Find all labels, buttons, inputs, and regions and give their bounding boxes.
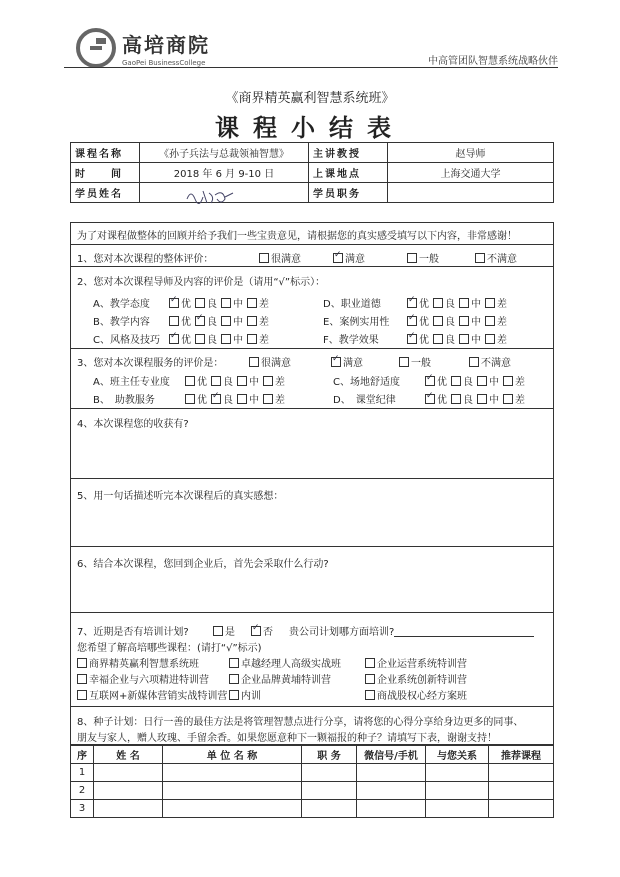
checkbox-icon[interactable] — [229, 674, 239, 684]
q3-row-label: A、班主任专业度 — [93, 377, 170, 388]
grade-option[interactable]: 中 — [459, 331, 481, 346]
checkbox-icon[interactable] — [263, 394, 273, 404]
q8-line2: 朋友与家人，赠人玫瑰、手留余香。如果您愿意种下一颗福报的种子？请填写下表，谢谢支持！ — [77, 733, 497, 744]
q3-row-label: B、 助教服务 — [93, 395, 155, 406]
tagline: 中高管团队智慧系统战略伙伴 — [428, 56, 558, 67]
q5-section — [71, 479, 553, 547]
checkbox-icon[interactable] — [459, 316, 469, 326]
checkbox-icon[interactable] — [247, 316, 257, 326]
intro-section — [71, 223, 553, 245]
q2-row-label: A、教学态度 — [93, 299, 150, 310]
grade-option[interactable]: 中 — [237, 391, 259, 406]
cell[interactable] — [489, 764, 554, 782]
checked-box-icon[interactable] — [407, 298, 417, 308]
grade-option[interactable]: 中 — [477, 391, 499, 406]
grade-option[interactable]: 良 — [433, 313, 455, 328]
course-value: 《孙子兵法与总裁领袖智慧》 — [140, 143, 309, 163]
cell[interactable] — [426, 800, 489, 818]
q7-section — [71, 613, 553, 707]
checkbox-icon[interactable] — [229, 658, 239, 668]
grade-option[interactable]: 差 — [263, 391, 285, 406]
q3-option-4[interactable]: 不满意 — [469, 354, 511, 369]
teacher-label: 主讲教授 — [309, 143, 388, 163]
checked-box-icon[interactable] — [169, 334, 179, 344]
checkbox-icon[interactable] — [407, 253, 417, 263]
checkbox-icon[interactable] — [365, 674, 375, 684]
position-value[interactable] — [388, 183, 554, 203]
checkbox-icon[interactable] — [365, 690, 375, 700]
name-label: 学员姓名 — [71, 183, 140, 203]
course-option[interactable]: 幸福企业与六项精进特训营 — [77, 671, 209, 686]
checkbox-icon[interactable] — [485, 316, 495, 326]
checkbox-icon[interactable] — [77, 674, 87, 684]
checkbox-icon[interactable] — [77, 658, 87, 668]
grade-option[interactable]: 差 — [485, 313, 507, 328]
q7-no[interactable]: ✓ 否 — [251, 623, 273, 638]
time-value: 2018 年 6 月 9-10 日 — [140, 163, 309, 183]
q2-row-label: C、风格及技巧 — [93, 335, 160, 346]
checkbox-icon[interactable] — [451, 376, 461, 386]
course-option[interactable]: 企业系统创新特训营 — [365, 671, 467, 686]
q3-option-3[interactable]: 一般 — [399, 354, 431, 369]
grade-option[interactable]: 优 — [185, 391, 207, 406]
checkbox-icon[interactable] — [503, 394, 513, 404]
checkbox-icon[interactable] — [263, 376, 273, 386]
grade-option[interactable]: 良 — [451, 391, 473, 406]
col-header: 与您关系 — [426, 746, 489, 764]
q8-section — [71, 707, 553, 746]
grade-option[interactable]: 差 — [247, 313, 269, 328]
q8-line1: 8、种子计划：日行一善的最佳方法是将管理智慧点进行分享，请将您的心得分享给身边更多的同事、 — [77, 717, 524, 728]
place-value: 上海交通大学 — [388, 163, 554, 183]
grade-option[interactable]: ✓ 良 — [211, 391, 233, 406]
q7-yes[interactable]: 是 — [213, 623, 235, 638]
checked-box-icon[interactable] — [425, 394, 435, 404]
checked-box-icon[interactable] — [333, 253, 343, 263]
course-option[interactable]: 卓越经理人高级实战班 — [229, 655, 341, 670]
checked-box-icon[interactable] — [331, 357, 341, 367]
checkbox-icon[interactable] — [433, 334, 443, 344]
q3-row-label: C、场地舒适度 — [333, 377, 400, 388]
cell[interactable] — [357, 800, 426, 818]
row-number: 2 — [71, 782, 94, 800]
course-option[interactable]: 商界精英赢利智慧系统班 — [77, 655, 199, 670]
grade-option[interactable]: 中 — [477, 373, 499, 388]
q4-text: 4、本次课程您的收获有? — [77, 419, 189, 430]
grade-option[interactable]: 良 — [433, 331, 455, 346]
col-header: 序 — [71, 746, 94, 764]
grade-option[interactable]: ✓ 优 — [407, 313, 429, 328]
grade-option[interactable]: 良 — [433, 295, 455, 310]
q3-text: 3、您对本次课程服务的评价是： — [77, 358, 224, 369]
checked-box-icon[interactable] — [407, 334, 417, 344]
checkbox-icon[interactable] — [259, 253, 269, 263]
cell[interactable] — [163, 800, 302, 818]
row-number: 1 — [71, 764, 94, 782]
grade-option[interactable]: 良 — [211, 373, 233, 388]
checked-box-icon[interactable] — [425, 376, 435, 386]
col-header: 推荐课程 — [489, 746, 554, 764]
checkbox-icon[interactable] — [249, 357, 259, 367]
checkbox-icon[interactable] — [247, 334, 257, 344]
course-option[interactable]: 企业品牌黄埔特训营 — [229, 671, 331, 686]
table-row — [71, 782, 554, 800]
cell[interactable] — [357, 764, 426, 782]
checkbox-icon[interactable] — [503, 376, 513, 386]
cell[interactable] — [163, 782, 302, 800]
table-header-row — [71, 746, 554, 764]
checkbox-icon[interactable] — [185, 394, 195, 404]
course-label: 课程名称 — [71, 143, 140, 163]
checkbox-icon[interactable] — [433, 316, 443, 326]
checked-box-icon[interactable] — [169, 298, 179, 308]
q2-row-label: E、案例实用性 — [323, 317, 390, 328]
cell[interactable] — [426, 782, 489, 800]
checkbox-icon[interactable] — [433, 298, 443, 308]
checkbox-icon[interactable] — [221, 334, 231, 344]
grade-option[interactable]: 差 — [485, 331, 507, 346]
checked-box-icon[interactable] — [195, 316, 205, 326]
time-label: 时 间 — [71, 163, 140, 183]
cell[interactable] — [94, 764, 163, 782]
plan-input-line[interactable] — [394, 626, 534, 637]
page-title: 课程小结表 — [215, 114, 405, 142]
grade-option[interactable]: 差 — [503, 391, 525, 406]
q2-row-label: B、教学内容 — [93, 317, 150, 328]
checkbox-icon[interactable] — [221, 316, 231, 326]
checkbox-icon[interactable] — [77, 690, 87, 700]
checkbox-icon[interactable] — [237, 394, 247, 404]
grade-option[interactable]: ✓ 优 — [407, 295, 429, 310]
grade-option[interactable]: 差 — [485, 295, 507, 310]
cell[interactable] — [489, 800, 554, 818]
col-header: 微信号/手机 — [357, 746, 426, 764]
cell[interactable] — [94, 800, 163, 818]
grade-option[interactable]: ✓ 优 — [407, 331, 429, 346]
checkbox-icon[interactable] — [477, 376, 487, 386]
row-number: 3 — [71, 800, 94, 818]
grade-option[interactable]: 差 — [503, 373, 525, 388]
intro-text: 为了对课程做整体的回顾并给予我们一些宝贵意见，请根据您的真实感受填写以下内容，非常感谢！ — [77, 231, 517, 242]
grade-option[interactable]: 中 — [221, 313, 243, 328]
q2-row-label: F、教学效果 — [323, 335, 379, 346]
q6-text: 6、结合本次课程，您回到企业后，首先会采取什么行动? — [77, 559, 329, 570]
q1-option-3[interactable]: 一般 — [407, 250, 439, 265]
q3-row-label: D、 课堂纪律 — [333, 395, 396, 406]
grade-option[interactable]: 良 — [451, 373, 473, 388]
grade-option[interactable]: 优 — [185, 373, 207, 388]
checkbox-icon[interactable] — [229, 690, 239, 700]
checkbox-icon[interactable] — [399, 357, 409, 367]
checkbox-icon[interactable] — [221, 298, 231, 308]
checked-box-icon[interactable] — [251, 626, 261, 636]
survey-form — [70, 222, 554, 745]
q3-section — [71, 349, 553, 409]
checkbox-icon[interactable] — [451, 394, 461, 404]
course-option[interactable]: 内训 — [229, 687, 261, 702]
cell[interactable] — [302, 764, 357, 782]
q3-option-2[interactable]: ✓ 满意 — [331, 354, 363, 369]
cell[interactable] — [489, 782, 554, 800]
grade-option[interactable]: ✓ 良 — [195, 313, 217, 328]
grade-option[interactable]: 差 — [247, 331, 269, 346]
checkbox-icon[interactable] — [485, 334, 495, 344]
course-option[interactable]: 互联网+新媒体营销实战特训营 — [77, 687, 227, 702]
q7-text: 7、近期是否有培训计划? — [77, 627, 189, 638]
q1-option-4[interactable]: 不满意 — [475, 250, 517, 265]
position-label: 学员职务 — [309, 183, 388, 203]
checkbox-icon[interactable] — [237, 376, 247, 386]
col-header: 职 务 — [302, 746, 357, 764]
cell[interactable] — [302, 782, 357, 800]
checkbox-icon[interactable] — [459, 298, 469, 308]
grade-option[interactable]: 中 — [459, 313, 481, 328]
q5-text: 5、用一句话描述听完本次课程后的真实感想： — [77, 491, 284, 502]
grade-option[interactable]: 中 — [459, 295, 481, 310]
checkbox-icon[interactable] — [477, 394, 487, 404]
logo-text-cn: 高培商院 — [122, 33, 210, 57]
table-row — [71, 764, 554, 782]
grade-option[interactable]: 差 — [247, 295, 269, 310]
handwritten-signature — [185, 187, 235, 205]
q2-text: 2、您对本次课程导师及内容的评价是（请用“√”标示）： — [77, 277, 326, 288]
course-option[interactable]: 商战股权心经方案班 — [365, 687, 467, 702]
checkbox-icon[interactable] — [211, 376, 221, 386]
q7-plan: 贵公司计划哪方面培训? — [289, 623, 534, 638]
grade-option[interactable]: 中 — [221, 331, 243, 346]
table-row — [71, 800, 554, 818]
course-option[interactable]: 企业运营系统特训营 — [365, 655, 467, 670]
q3-option-1[interactable]: 很满意 — [249, 354, 291, 369]
cell[interactable] — [302, 800, 357, 818]
referral-table — [70, 745, 554, 818]
checkbox-icon[interactable] — [185, 376, 195, 386]
checkbox-icon[interactable] — [485, 298, 495, 308]
teacher-value: 赵导师 — [388, 143, 554, 163]
q1-text: 1、您对本次课程的整体评价： — [77, 254, 214, 265]
logo-mark-icon — [76, 28, 116, 68]
q6-section — [71, 547, 553, 613]
q1-section — [71, 245, 553, 267]
place-label: 上课地点 — [309, 163, 388, 183]
info-table — [70, 142, 554, 203]
cell[interactable] — [94, 782, 163, 800]
checkbox-icon[interactable] — [169, 316, 179, 326]
class-title: 《商界精英赢利智慧系统班》 — [225, 91, 395, 106]
col-header: 姓 名 — [94, 746, 163, 764]
cell[interactable] — [163, 764, 302, 782]
checkbox-icon[interactable] — [469, 357, 479, 367]
q1-option-1[interactable]: 很满意 — [259, 250, 301, 265]
q4-section — [71, 409, 553, 479]
checkbox-icon[interactable] — [247, 298, 257, 308]
grade-option[interactable]: ✓ 优 — [169, 331, 191, 346]
checkbox-icon[interactable] — [213, 626, 223, 636]
grade-option[interactable]: 中 — [221, 295, 243, 310]
col-header: 单 位 名 称 — [163, 746, 302, 764]
checkbox-icon[interactable] — [365, 658, 375, 668]
grade-option[interactable]: 中 — [237, 373, 259, 388]
checkbox-icon[interactable] — [195, 334, 205, 344]
grade-option[interactable]: 差 — [263, 373, 285, 388]
grade-option[interactable]: 优 — [169, 313, 191, 328]
grade-option[interactable]: ✓ 优 — [425, 373, 447, 388]
cell[interactable] — [426, 764, 489, 782]
logo — [76, 28, 210, 68]
logo-text-en: GaoPei BusinessCollege — [122, 59, 206, 67]
grade-option[interactable]: 良 — [195, 295, 217, 310]
grade-option[interactable]: ✓ 优 — [425, 391, 447, 406]
grade-option[interactable]: 良 — [195, 331, 217, 346]
checkbox-icon[interactable] — [195, 298, 205, 308]
q7-want: 您希望了解高培哪些课程：(请打“√”标示) — [77, 643, 262, 654]
checked-box-icon[interactable] — [407, 316, 417, 326]
cell[interactable] — [357, 782, 426, 800]
q2-row-label: D、职业道德 — [323, 299, 381, 310]
checked-box-icon[interactable] — [211, 394, 221, 404]
checkbox-icon[interactable] — [475, 253, 485, 263]
header-divider — [64, 67, 558, 68]
grade-option[interactable]: ✓ 优 — [169, 295, 191, 310]
q1-option-2[interactable]: ✓ 满意 — [333, 250, 365, 265]
q2-section — [71, 267, 553, 349]
checkbox-icon[interactable] — [459, 334, 469, 344]
